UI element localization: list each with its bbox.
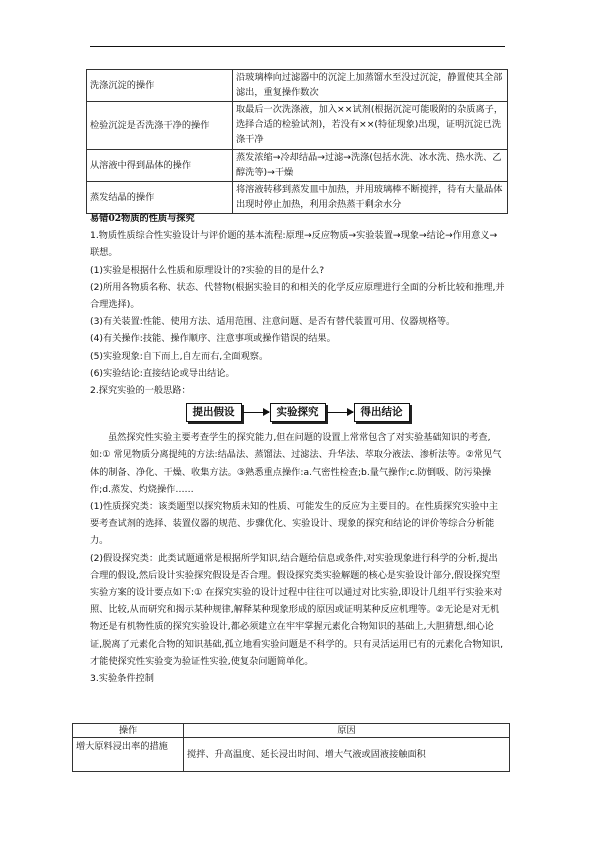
table-header: 操作	[73, 724, 184, 738]
conditions-table	[72, 723, 510, 772]
table-cell-operation: 蒸发结晶的操作	[87, 182, 233, 214]
table-cell-method: 蒸发浓缩→冷却结晶→过滤→洗涤(包括水洗、冰水洗、热水洗、乙醇洗等)→干燥	[233, 150, 508, 182]
operations-table	[86, 69, 508, 214]
table-row	[87, 70, 508, 102]
table-cell-operation: 增大原料浸出率的措施	[73, 738, 184, 772]
flow-diagram	[90, 400, 505, 424]
flow-step-experiment: 实验探究	[270, 403, 326, 422]
table-header: 原因	[184, 724, 510, 738]
list-item: (5)实验现象:自下而上,自左而右,全面观察。	[90, 350, 269, 362]
paragraph-heading: 2.探究实验的一般思路：	[90, 385, 191, 397]
arrow-right-icon	[243, 412, 269, 413]
table-cell-method: 将溶液转移到蒸发皿中加热，并用玻璃棒不断搅拌，待有大量晶体出现时停止加热，利用余热蒸干剩余水分	[233, 182, 508, 214]
list-item: (2)所用各物质名称、状态、代替物(根据实验目的和相关的化学反应原理进行全面的分析比较和推理,并合理选择)。	[90, 281, 505, 311]
table-cell-operation: 检验沉淀是否洗涤干净的操作	[87, 102, 233, 150]
main-content	[90, 210, 505, 687]
paragraph-explorative: 虽然探究性实验主要考查学生的探究能力,但在问题的设置上常常包含了对实验基础知识的考查,如:① 常见物质分离提纯的方法:结晶法、蒸馏法、过滤法、升华法、萃取分液法、渗析法等。②常见气体的制备、净化、干燥、收集方法。③熟悉重点操作:a.气密性检查;b.量气操作;c.防倒吸、防污染操作;d.蒸发、灼烧操作……	[90, 432, 502, 495]
table-row	[87, 102, 508, 150]
section-title: 易错02物质的性质与探究	[90, 213, 195, 224]
flow-step-conclusion: 得出结论	[354, 403, 410, 422]
table-header-row	[73, 724, 510, 738]
list-item: (1)实验是根据什么性质和原理设计的?实验的目的是什么?	[90, 264, 325, 276]
paragraph-hypothesis: (2)假设探究类：此类试题通常是根据所学知识,结合题给信息或条件,对实验现象进行科学的分析,提出合理的假设,然后设计实验探究假设是否合理。假设探究类实验解题的核心是实验设计部分,假设探究型实验方案的设计要点如下:① 在探究实验的设计过程中往往可以通过对比实验,即设计几组平行实验来对照、比较,从而研究和揭示某种规律,解释某种现象形成的原因或证明某种反应机理等。②无论是对无机物还是有机物性质的探究实验设计,都必须建立在牢牢掌握元素化合物知识的基础上,大胆猜想,细心论证,脱离了元素化合物的知识基础,孤立地看实验问题是不科学的。只有灵活运用已有的元素化合物知识,才能使探究性实验变为验证性实验,使复杂问题简单化。	[90, 552, 504, 667]
table-cell-method: 沿玻璃棒向过滤器中的沉淀上加蒸馏水至没过沉淀，静置使其全部滤出，重复操作数次	[233, 70, 508, 102]
table-row	[87, 150, 508, 182]
paragraph-property: (1)性质探究类：该类题型以探究物质未知的性质、可能发生的反应为主要目的。在性质探究实验中主要考查试剂的选择、装置仪器的规范、步骤优化、实验设计、现象的探究和结论的评价等综合分析能力。	[90, 501, 499, 547]
arrow-right-icon	[327, 412, 353, 413]
paragraph-heading: 3.实验条件控制	[90, 673, 154, 685]
list-item: (4)有关操作:技能、操作顺序、注意事项或操作错误的结果。	[90, 333, 336, 345]
table-row	[73, 738, 510, 772]
paragraph-process: 1.物质性质综合性实验设计与评价题的基本流程:原理→反应物质→实验装置→现象→结论→作用意义→联想。	[90, 230, 498, 259]
table-row	[87, 182, 508, 214]
flow-step-hypothesis: 提出假设	[186, 403, 242, 422]
table-cell-operation: 从溶液中得到晶体的操作	[87, 150, 233, 182]
list-item: (6)实验结论:直接结论或导出结论。	[90, 367, 235, 379]
table-cell-reason: 搅拌、升高温度、延长浸出时间、增大气液或固液接触面积	[184, 738, 510, 772]
table-cell-method: 取最后一次洗涤液，加入××试剂(根据沉淀可能吸附的杂质离子，选择合适的检验试剂)，若没有××(特征现象)出现，证明沉淀已洗涤干净	[233, 102, 508, 150]
header-rule	[90, 46, 505, 47]
list-item: (3)有关装置:性能、使用方法、适用范围、注意问题、是否有替代装置可用、仪器规格等。	[90, 316, 456, 328]
table-cell-operation: 洗涤沉淀的操作	[87, 70, 233, 102]
